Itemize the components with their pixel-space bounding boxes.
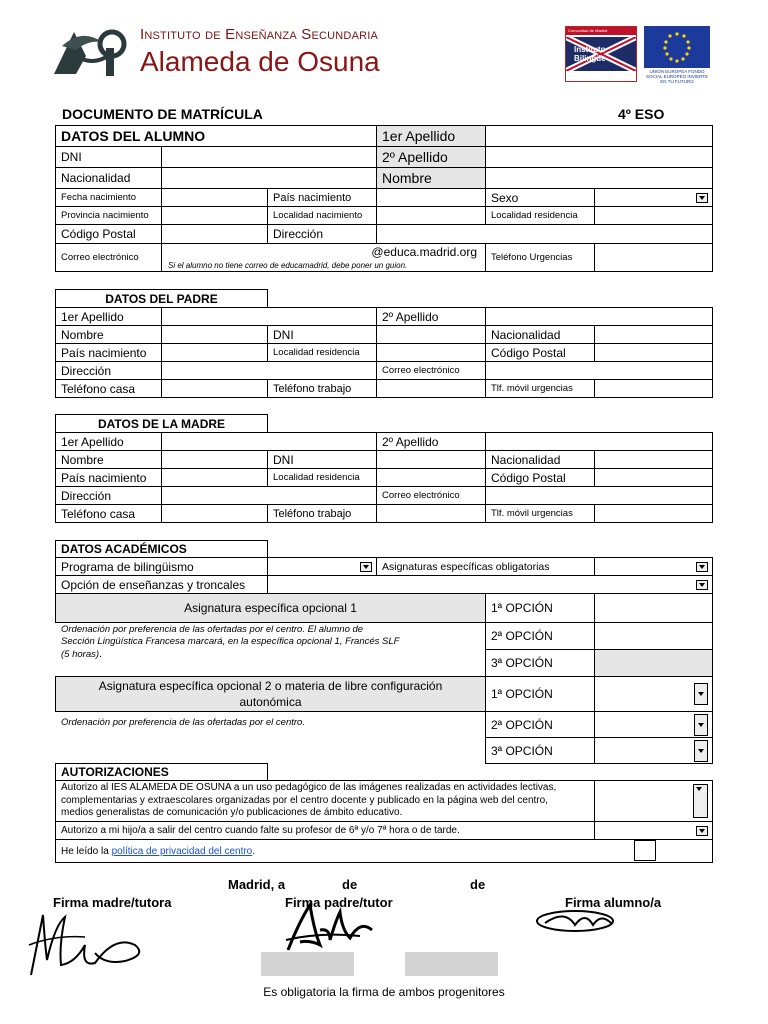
chevron-down-icon[interactable] <box>696 562 708 572</box>
school-subtitle: Instituto de Enseñanza Secundaria <box>140 26 379 43</box>
student-sex-select[interactable] <box>594 188 713 207</box>
student-birthdate-label: Fecha nacimiento <box>55 188 162 207</box>
father-dni-field[interactable] <box>376 325 486 344</box>
mother-residencetown-label: Localidad residencia <box>267 468 377 487</box>
mother-residencetown-field[interactable] <box>376 468 486 487</box>
privacy-row <box>55 839 713 863</box>
father-surname1-field[interactable] <box>161 307 377 326</box>
student-surname1-label: 1er Apellido <box>376 125 486 147</box>
student-email-field[interactable] <box>161 243 486 272</box>
father-name-field[interactable] <box>161 325 268 344</box>
chevron-down-icon[interactable] <box>360 562 372 572</box>
optional1-note-c: (5 horas) <box>61 649 100 660</box>
bilingual-program-select[interactable] <box>267 557 377 576</box>
mother-name-field[interactable] <box>161 450 268 469</box>
signature-place: Madrid, a <box>228 877 286 892</box>
optional2-op3-label: 3ª OPCIÓN <box>485 737 595 764</box>
father-nationality-field[interactable] <box>594 325 713 344</box>
authorizations-heading: AUTORIZACIONES <box>55 763 268 781</box>
father-surname2-label: 2º Apellido <box>376 307 486 326</box>
mother-workphone-field[interactable] <box>376 504 486 523</box>
mother-surname2-field[interactable] <box>485 432 713 451</box>
student-postcode-field[interactable] <box>161 224 268 244</box>
teaching-option-select[interactable] <box>267 575 713 594</box>
mother-mobile-label: Tlf. móvil urgencias <box>485 504 595 523</box>
student-address-label: Dirección <box>267 224 377 244</box>
student-email-label: Correo electrónico <box>55 243 162 272</box>
leave-consent-text: Autorizo a mi hijo/a a salir del centro cuando falte su profesor de 6ª y/o 7ª hora o de tarde. <box>55 821 595 840</box>
student-signature-label: Firma alumno/a <box>565 895 662 910</box>
signature-de2: de <box>470 877 486 892</box>
document-title: DOCUMENTO DE MATRÍCULA <box>62 106 263 122</box>
optional1-op1-field[interactable] <box>594 593 713 623</box>
father-dni-label: DNI <box>267 325 377 344</box>
mother-heading: DATOS DE LA MADRE <box>55 414 268 433</box>
image-consent-select[interactable] <box>594 780 713 822</box>
optional1-op3-field[interactable] <box>594 649 713 677</box>
optional2-header <box>55 676 486 712</box>
bilingual-program-label: Programa de bilingüismo <box>55 557 268 576</box>
father-signature-image <box>280 900 380 955</box>
optional2-title-b: autonómica <box>239 695 302 709</box>
student-residencetown-label: Localidad residencia <box>485 206 595 225</box>
mother-workphone-label: Teléfono trabajo <box>267 504 377 523</box>
father-email-label: Correo electrónico <box>376 361 486 380</box>
optional1-op2-label: 2ª OPCIÓN <box>485 622 595 650</box>
father-residencetown-label: Localidad residencia <box>267 343 377 362</box>
academic-heading: DATOS ACADÉMICOS <box>55 540 268 558</box>
student-birthprovince-field[interactable] <box>161 206 268 225</box>
father-name-label: Nombre <box>55 325 162 344</box>
bilingual-badge-top: Comunidad de Madrid <box>566 27 636 35</box>
father-workphone-field[interactable] <box>376 379 486 398</box>
mother-dni-label: DNI <box>267 450 377 469</box>
mother-birthcountry-field[interactable] <box>161 468 268 487</box>
student-postcode-label: Código Postal <box>55 224 162 244</box>
leave-consent-select[interactable] <box>594 821 713 840</box>
image-consent-line2: complementarias y extraescolares organizadas por el centro docente y publicado en la página web del centro, <box>61 794 548 806</box>
image-consent-line1: Autorizo al IES ALAMEDA DE OSUNA a un uso pedagógico de las imágenes realizadas en actividades lectivas, <box>61 782 557 794</box>
mother-postcode-field[interactable] <box>594 468 713 487</box>
student-surname2-field[interactable] <box>485 146 713 168</box>
student-dni-label: DNI <box>55 146 162 168</box>
mother-nationality-field[interactable] <box>594 450 713 469</box>
chevron-down-icon[interactable] <box>696 193 708 203</box>
optional1-note-a: Ordenación por preferencia de las ofertadas por el centro. El alumno de <box>61 624 364 635</box>
chevron-down-icon[interactable] <box>694 740 708 762</box>
student-surname1-field[interactable] <box>485 125 713 147</box>
student-surname2-label: 2º Apellido <box>376 146 486 168</box>
privacy-policy-link[interactable]: política de privacidad del centro <box>111 845 253 857</box>
mother-surname1-label: 1er Apellido <box>55 432 162 451</box>
mother-dni-field[interactable] <box>376 450 486 469</box>
student-birthtown-field[interactable] <box>376 206 486 225</box>
chevron-down-icon[interactable] <box>694 714 708 736</box>
teaching-option-label: Opción de enseñanzas y troncales <box>55 575 268 594</box>
father-nationality-label: Nacionalidad <box>485 325 595 344</box>
privacy-checkbox[interactable] <box>634 840 656 861</box>
student-birthprovince-label: Provincia nacimiento <box>55 206 162 225</box>
mother-email-field[interactable] <box>485 486 713 505</box>
mandatory-subjects-label: Asignaturas específicas obligatorias <box>376 557 595 576</box>
student-nationality-label: Nacionalidad <box>55 167 162 189</box>
image-consent-text <box>55 780 595 822</box>
father-signature-label: Firma padre/tutor <box>285 895 393 910</box>
mother-name-label: Nombre <box>55 450 162 469</box>
student-birthtown-label: Localidad nacimiento <box>267 206 377 225</box>
mother-address-field[interactable] <box>161 486 377 505</box>
mother-signature-label: Firma madre/tutora <box>53 895 172 910</box>
student-nationality-field[interactable] <box>161 167 377 189</box>
signature-box-left <box>261 952 354 976</box>
mother-signature-image <box>25 905 155 980</box>
optional2-op1-label: 1ª OPCIÓN <box>485 676 595 712</box>
signature-requirement-note: Es obligatoria la firma de ambos progenitores <box>263 985 505 999</box>
father-birthcountry-label: País nacimiento <box>55 343 162 362</box>
father-birthcountry-field[interactable] <box>161 343 268 362</box>
chevron-down-icon[interactable] <box>693 784 708 818</box>
father-residencetown-field[interactable] <box>376 343 486 362</box>
mother-birthcountry-label: País nacimiento <box>55 468 162 487</box>
father-mobile-label: Tlf. móvil urgencias <box>485 379 595 398</box>
mother-homephone-field[interactable] <box>161 504 268 523</box>
student-sex-label: Sexo <box>485 188 595 207</box>
optional2-op1-select[interactable] <box>594 676 713 712</box>
student-signature-image <box>535 905 625 935</box>
father-workphone-label: Teléfono trabajo <box>267 379 377 398</box>
bilingual-line2: Bilingüe <box>574 54 606 63</box>
student-name-label: Nombre <box>376 167 486 189</box>
student-birthdate-field[interactable] <box>161 188 268 207</box>
father-homephone-field[interactable] <box>161 379 268 398</box>
mother-surname2-label: 2º Apellido <box>376 432 486 451</box>
student-residencetown-field[interactable] <box>594 206 713 225</box>
email-domain: @educa.madrid.org <box>371 245 477 259</box>
father-address-label: Dirección <box>55 361 162 380</box>
signature-de1: de <box>342 877 358 892</box>
optional2-op2-select[interactable] <box>594 711 713 738</box>
signature-box-right <box>405 952 498 976</box>
optional1-note-d: . <box>99 648 103 660</box>
eu-flag-icon <box>644 26 710 68</box>
mother-address-label: Dirección <box>55 486 162 505</box>
privacy-post: . <box>252 845 256 857</box>
mother-postcode-label: Código Postal <box>485 468 595 487</box>
father-surname2-field[interactable] <box>485 307 713 326</box>
image-consent-line3: medios generalistas de comunicación y/o publicaciones de ámbito educativo. <box>61 807 403 819</box>
mother-surname1-field[interactable] <box>161 432 377 451</box>
optional2-title-a: Asignatura específica opcional 2 o materia de libre configuración <box>98 679 443 693</box>
privacy-pre: He leído la <box>61 845 112 857</box>
father-mobile-field[interactable] <box>594 379 713 398</box>
optional1-op3-label: 3ª OPCIÓN <box>485 649 595 677</box>
chevron-down-icon[interactable] <box>696 580 708 590</box>
father-surname1-label: 1er Apellido <box>55 307 162 326</box>
student-emergency-phone-field[interactable] <box>594 243 713 272</box>
student-heading: DATOS DEL ALUMNO <box>55 125 377 147</box>
father-postcode-field[interactable] <box>594 343 713 362</box>
optional1-header: Asignatura específica opcional 1 <box>55 593 486 623</box>
mother-homephone-label: Teléfono casa <box>55 504 162 523</box>
bilingual-badge <box>565 26 637 82</box>
bilingual-line1: Instituto <box>574 45 606 54</box>
course-label: 4º ESO <box>618 106 665 122</box>
student-emergency-phone-label: Teléfono Urgencias <box>485 243 595 272</box>
chevron-down-icon[interactable] <box>696 826 708 836</box>
email-note: Si el alumno no tiene correo de educamadrid, debe poner un guion. <box>168 261 408 270</box>
mother-email-label: Correo electrónico <box>376 486 486 505</box>
student-address-field[interactable] <box>376 224 713 244</box>
father-homephone-label: Teléfono casa <box>55 379 162 398</box>
eu-logo <box>644 26 710 84</box>
optional2-note: Ordenación por preferencia de las ofertadas por el centro. <box>61 717 305 728</box>
student-name-field[interactable] <box>485 167 713 189</box>
mandatory-subjects-select[interactable] <box>594 557 713 576</box>
eu-caption: UNIÓN EUROPEA FONDO SOCIAL EUROPEO INVIERTE EN TU FUTURO <box>645 69 708 84</box>
chevron-down-icon[interactable] <box>694 683 708 705</box>
mother-nationality-label: Nacionalidad <box>485 450 595 469</box>
student-dni-field[interactable] <box>161 146 377 168</box>
father-email-field[interactable] <box>485 361 713 380</box>
student-birthcountry-label: País nacimiento <box>267 188 377 207</box>
school-logo <box>52 26 132 78</box>
optional1-note-b: Sección Lingüística Francesa marcará, en la específica opcional 1, Francés SLF <box>61 636 400 647</box>
mother-mobile-field[interactable] <box>594 504 713 523</box>
school-name: Alameda de Osuna <box>140 46 380 77</box>
optional1-op1-label: 1ª OPCIÓN <box>485 593 595 623</box>
optional2-op3-select[interactable] <box>594 737 713 764</box>
father-postcode-label: Código Postal <box>485 343 595 362</box>
father-heading: DATOS DEL PADRE <box>55 289 268 308</box>
optional2-op2-label: 2ª OPCIÓN <box>485 711 595 738</box>
optional1-op2-field[interactable] <box>594 622 713 650</box>
student-birthcountry-field[interactable] <box>376 188 486 207</box>
father-address-field[interactable] <box>161 361 377 380</box>
